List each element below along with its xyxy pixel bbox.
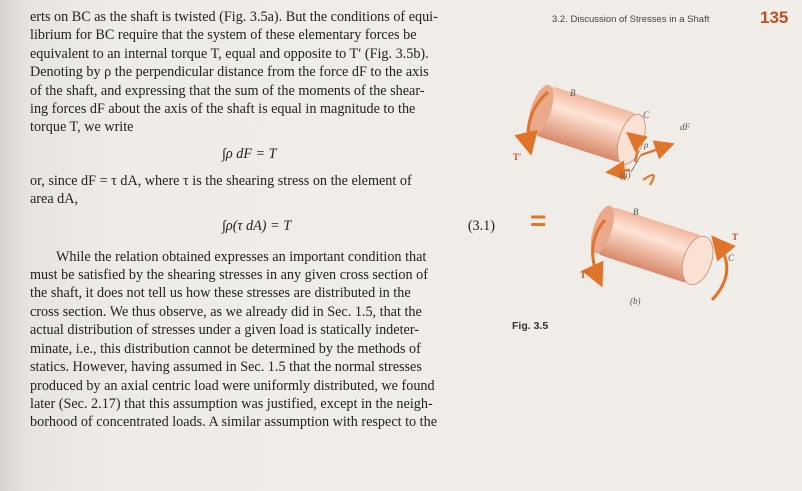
running-head: 3.2. Discussion of Stresses in a Shaft (552, 14, 710, 25)
label-t: T (732, 232, 739, 242)
figure-caption: Fig. 3.5 (512, 320, 549, 332)
text-line: area dA, (30, 191, 79, 208)
text-line: Denoting by ρ the perpendicular distance from the force dF to the axis (30, 64, 429, 81)
text-line: While the relation obtained expresses an important condition that (56, 248, 427, 265)
figure-3-5 (500, 60, 790, 330)
torque-arrow-t (643, 175, 654, 185)
text-line: borhood of concentrated loads. A similar assumption with respect to the (30, 414, 438, 431)
label-b: B (570, 88, 576, 98)
torque-arrow-t (712, 240, 727, 300)
diagram-b (580, 203, 738, 306)
text-line: equivalent to an internal torque T, equal and opposite to T′ (Fig. 3.5b). (30, 45, 429, 62)
equation-1 (30, 137, 495, 172)
equation-formula: ∫ρ dF = T (222, 145, 277, 162)
text-line: torque T, we write (30, 119, 134, 136)
equals-sign: = (530, 205, 547, 236)
text-line: librium for BC require that the system of these elementary forces be (30, 27, 417, 44)
label-tprime: T′ (580, 270, 589, 280)
label-c: C (643, 110, 650, 120)
text-line: or, since dF = τ dA, where τ is the shearing stress on the element of (30, 172, 412, 189)
equation-formula: ∫ρ(τ dA) = T (222, 217, 292, 234)
diagram-a (513, 82, 691, 185)
label-rho: ρ (644, 140, 649, 150)
label-c: C (728, 253, 735, 263)
text-line: of the shaft, and expressing that the sum of the moments of the shear- (30, 82, 425, 99)
label-a: (a) (620, 170, 631, 180)
equation-number: (3.1) (467, 217, 495, 234)
text-line: cross section. We thus observe, as we already did in Sec. 1.5, that the (30, 303, 422, 320)
text-line: ing forces dF about the axis of the shaft is equal in magnitude to the (30, 101, 416, 118)
label-b-caption: (b) (630, 296, 641, 306)
page-number: 135 (760, 8, 789, 27)
text-line: must be satisfied by the shearing stresses in any given cross section of (30, 267, 428, 284)
text-line: actual distribution of stresses under a given load is statically indeter- (30, 322, 419, 339)
text-line: statics. However, having assumed in Sec. 1.5 that the normal stresses (30, 359, 422, 376)
text-line: the shaft, it does not tell us how these stresses are distributed in the (30, 285, 411, 302)
body-text (30, 8, 495, 432)
equation-3-1 (30, 209, 495, 244)
text-line: minate, i.e., this distribution cannot be determined by the methods of (30, 340, 421, 357)
label-b: B (633, 207, 639, 217)
text-line: produced by an axial centric load were uniformly distributed, we found (30, 377, 435, 394)
label-tprime: T′ (513, 152, 522, 162)
text-line: erts on BC as the shaft is twisted (Fig. 3.5a). But the conditions of equi- (30, 9, 438, 25)
label-df: dF (680, 122, 690, 132)
text-line: later (Sec. 2.17) that this assumption was justified, except in the neigh- (30, 395, 433, 412)
